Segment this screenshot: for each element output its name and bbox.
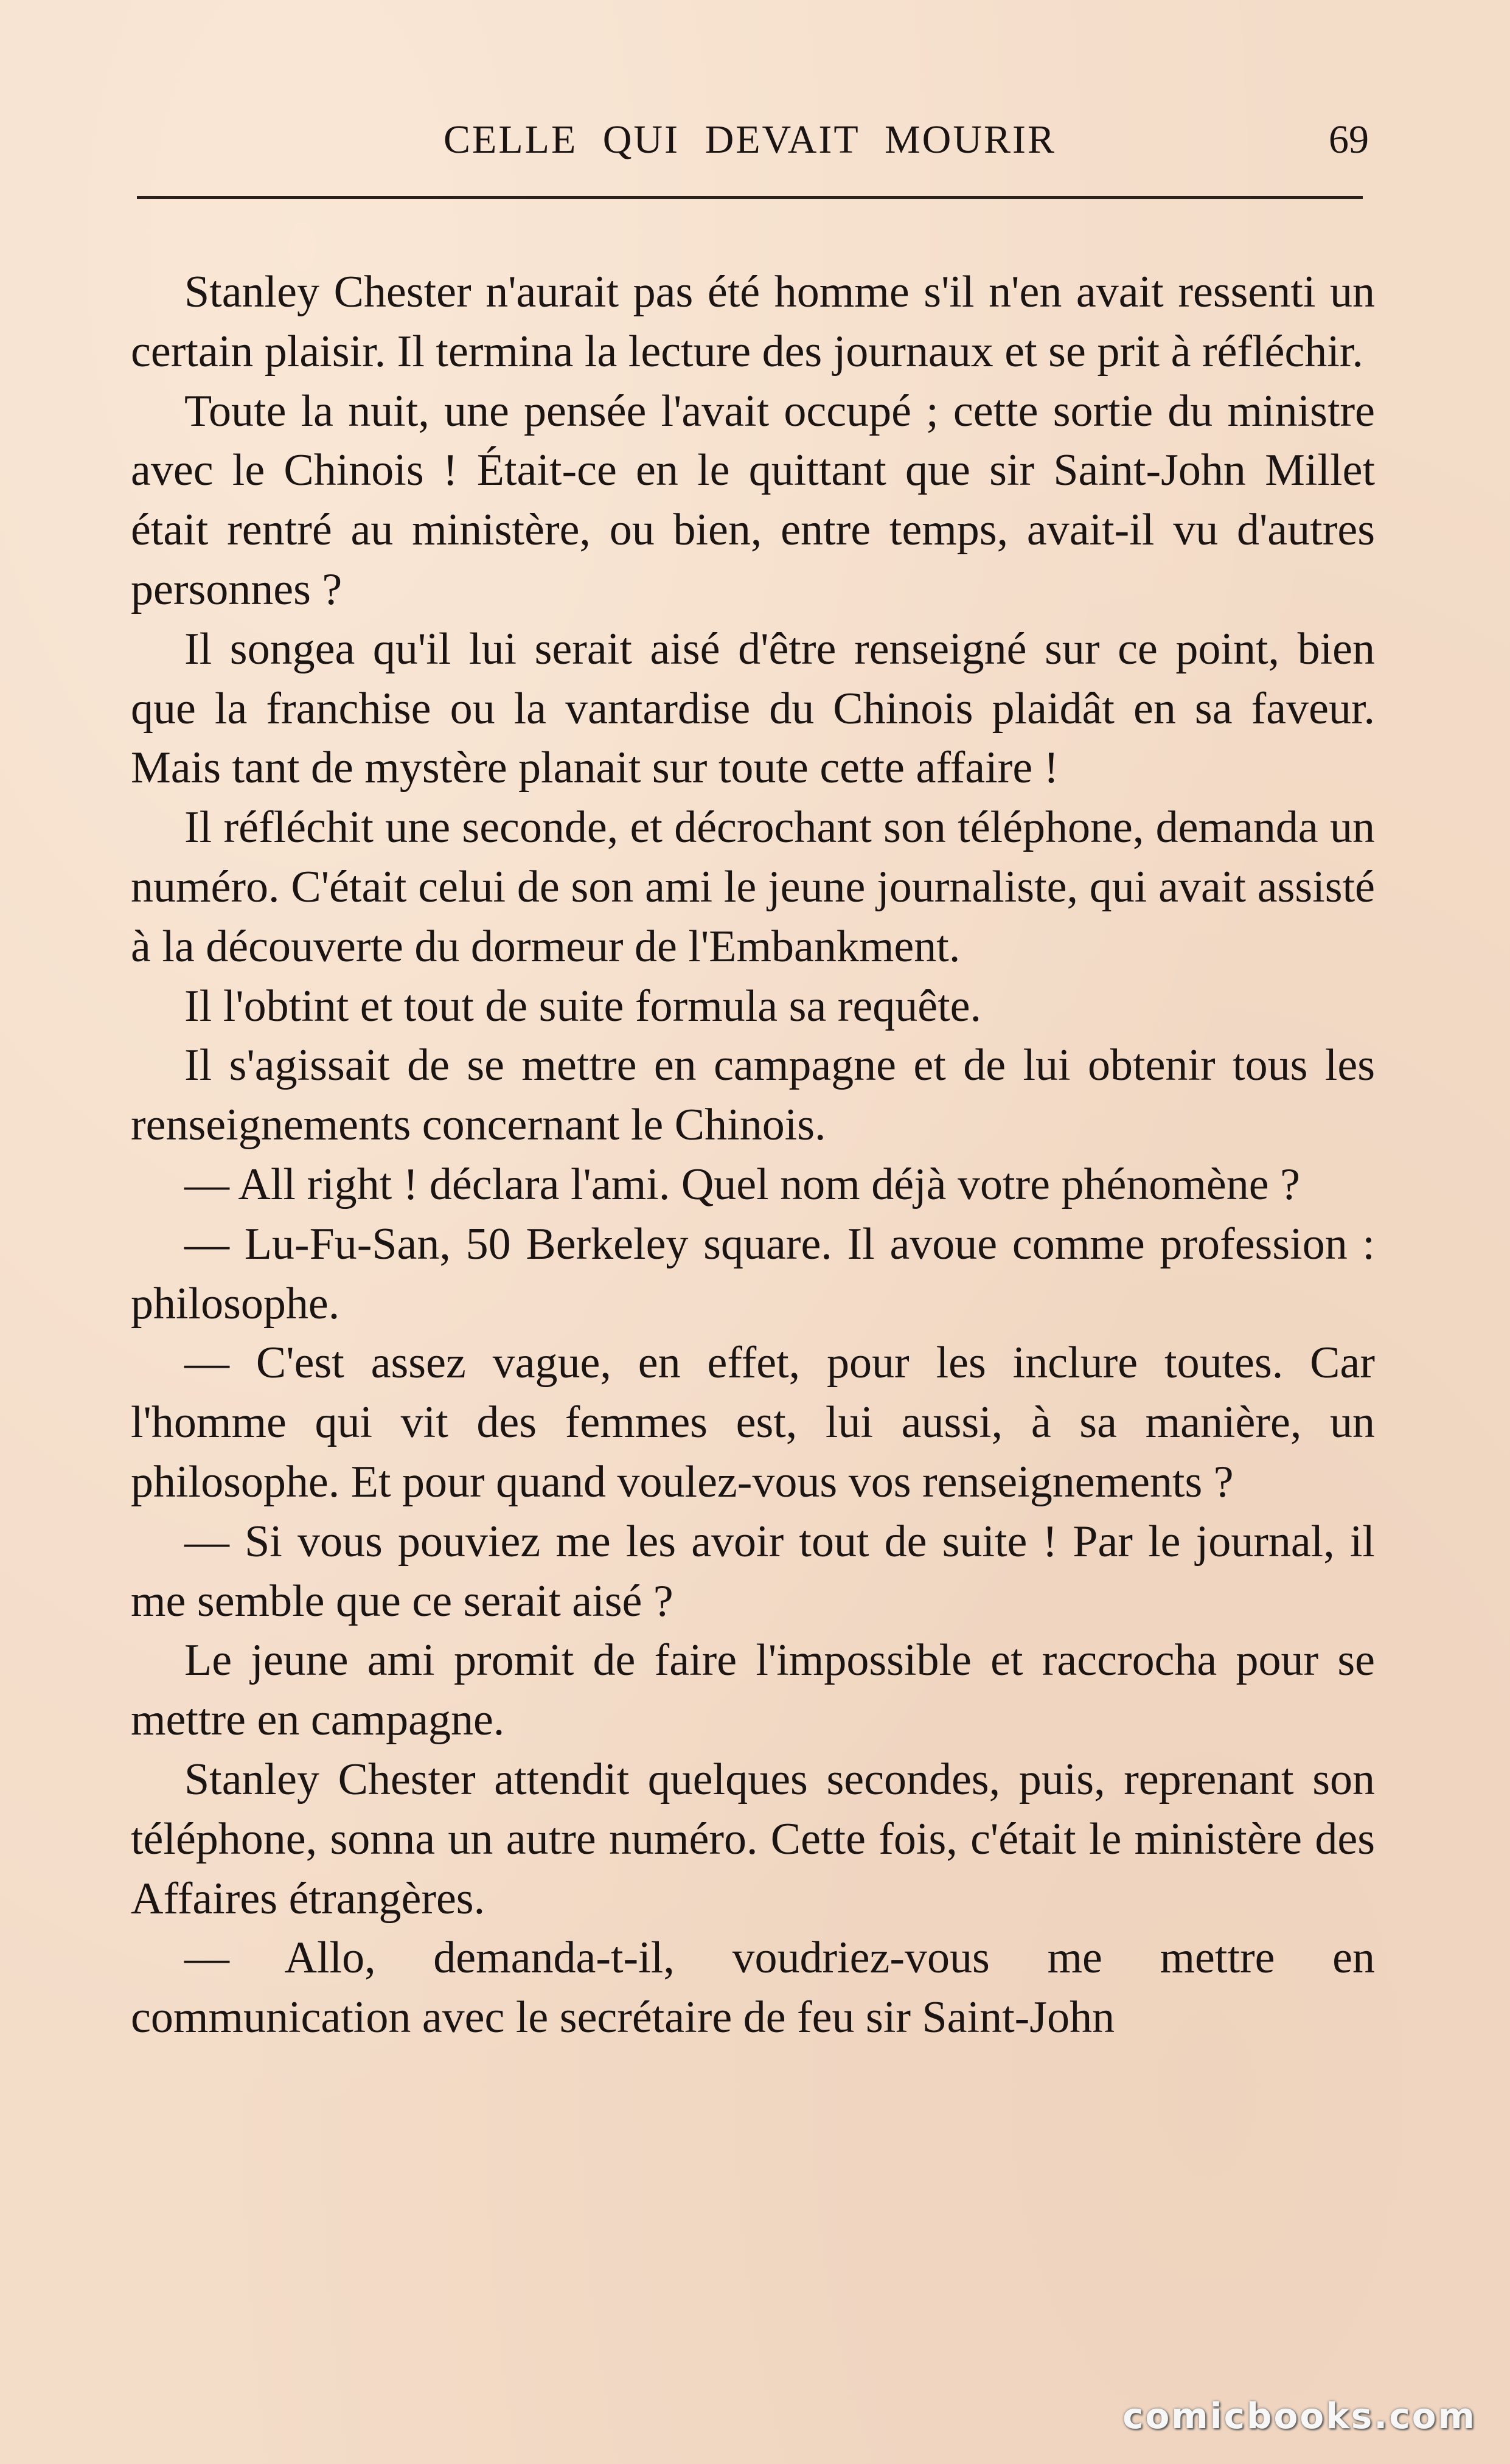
paragraph: Il l'obtint et tout de suite formula sa requête.	[184, 981, 982, 1031]
paragraph: Stanley Chester n'aurait pas été homme s'il n'en avait ressenti un certain plaisir. Il termina la lecture des journaux et se prit à réfléchir.	[131, 267, 1375, 377]
page-number: 69	[1329, 117, 1369, 162]
paragraph: Il s'agissait de se mettre en campagne et de lui obtenir tous les renseignements concernant le Chinois.	[131, 1040, 1375, 1150]
paragraph: Stanley Chester attendit quelques secondes, puis, reprenant son téléphone, sonna un autre numéro. Cette fois, c'était le ministère des Affaires étrangères.	[131, 1754, 1375, 1924]
running-head	[131, 113, 1369, 167]
paragraph: — C'est assez vague, en effet, pour les inclure toutes. Car l'homme qui vit des femmes est, lui aussi, à sa manière, un philosophe. Et pour quand voulez-vous vos renseignements ?	[131, 1338, 1375, 1507]
paragraph: Toute la nuit, une pensée l'avait occupé ; cette sortie du ministre avec le Chinois ! Était-ce en le quittant que sir Saint-John Millet était rentré au ministère, ou bien, entre temps, avait-il vu d'autres personnes ?	[131, 386, 1375, 614]
paragraph: Il songea qu'il lui serait aisé d'être renseigné sur ce point, bien que la franchise ou la vantardise du Chinois plaidât en sa faveur. Mais tant de mystère planait sur toute cette affaire !	[131, 624, 1375, 793]
paragraph: Le jeune ami promit de faire l'impossible et raccrocha pour se mettre en campagne.	[131, 1635, 1375, 1745]
paragraph: — All right ! déclara l'ami. Quel nom déjà votre phénomène ?	[184, 1159, 1300, 1209]
paragraph: — Allo, demanda-t-il, voudriez-vous me mettre en communication avec le secrétaire de feu sir Saint-John	[131, 1933, 1375, 2043]
paragraph: — Si vous pouviez me les avoir tout de suite ! Par le journal, il me semble que ce serait aisé ?	[131, 1516, 1375, 1626]
paragraph: — Lu-Fu-San, 50 Berkeley square. Il avoue comme profession : philosophe.	[131, 1219, 1375, 1329]
book-title: CELLE QUI DEVAIT MOURIR	[443, 117, 1057, 162]
watermark-logo: comicbooks.com	[1122, 2395, 1477, 2437]
body-text	[131, 263, 1375, 2048]
paragraph: Il réfléchit une seconde, et décrochant son téléphone, demanda un numéro. C'était celui de son ami le jeune journaliste, qui avait assisté à la découverte du dormeur de l'Embankment.	[131, 802, 1375, 972]
header-divider	[137, 196, 1363, 199]
